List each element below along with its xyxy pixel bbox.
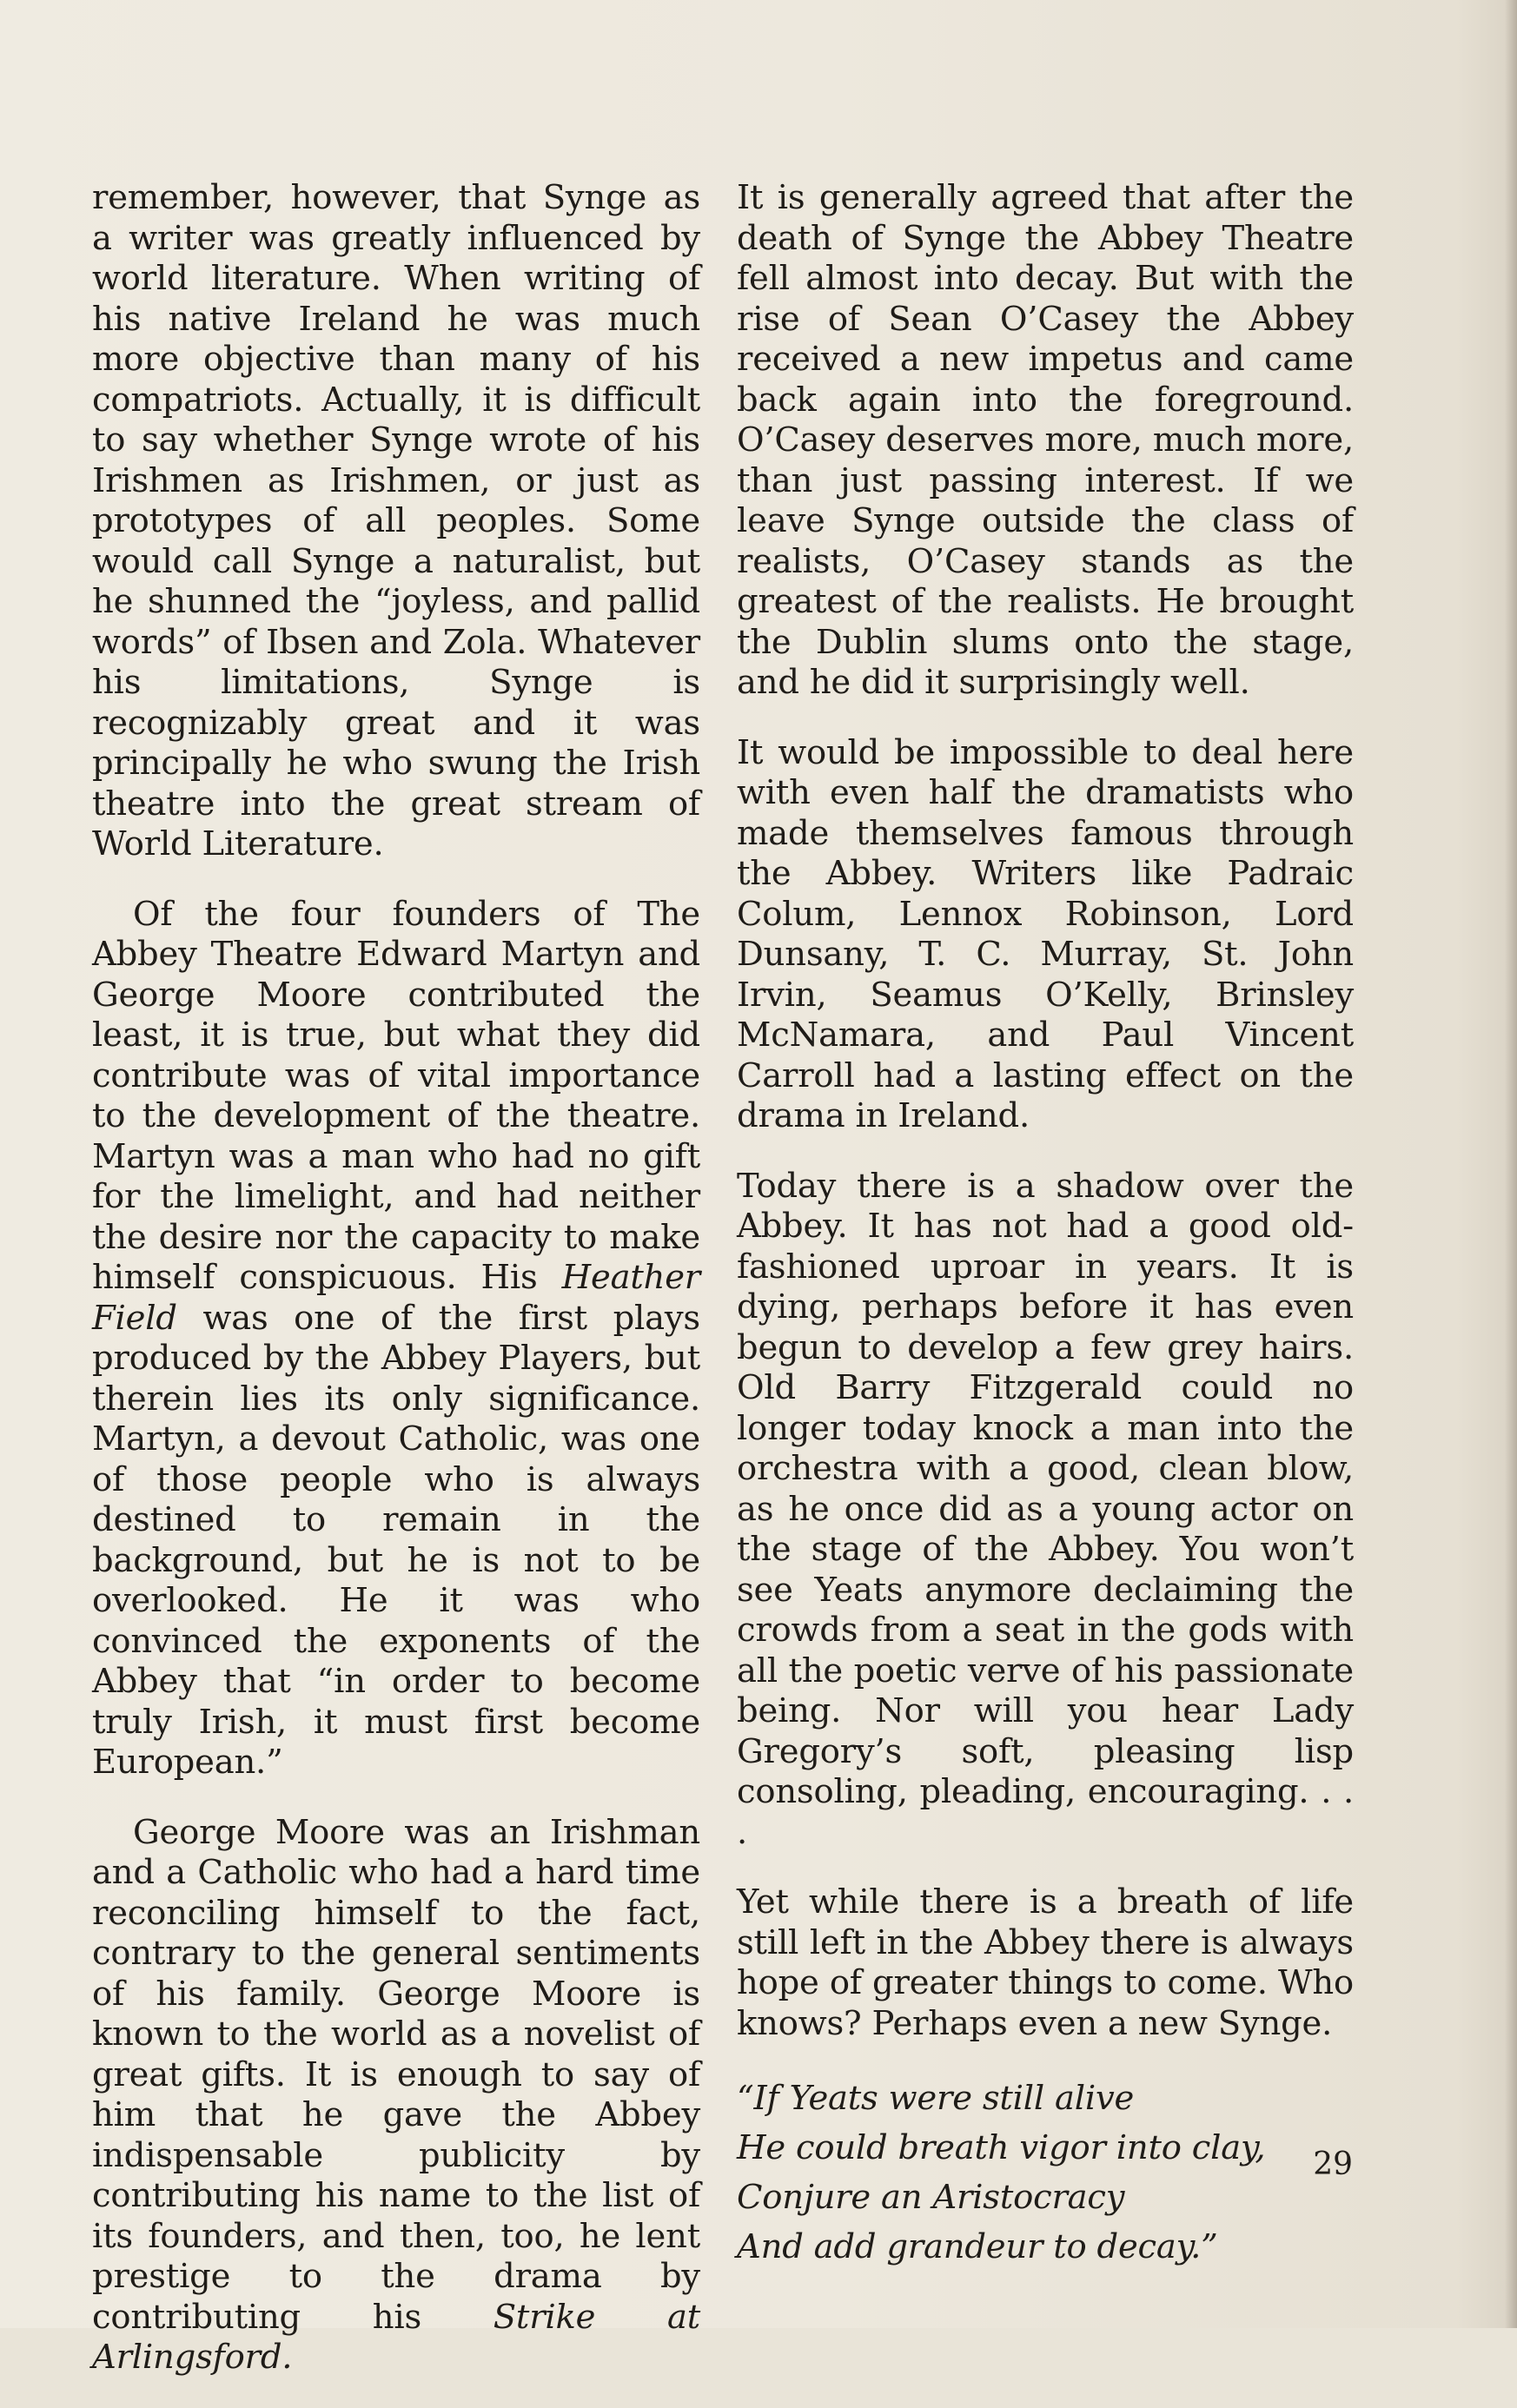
paragraph-four-founders	[92, 895, 700, 1783]
right-column	[737, 178, 1354, 2272]
paragraph-breath-of-life	[737, 1882, 1354, 2044]
paragraph-text: It would be impossible to deal here with even half the dramatists who made themselves famous through the Abbey. Writers like Padraic Colum, Lennox Robinson, Lord Dunsany, T. C. Murray, St. John Irvin, Seamus O’Kelly, Brinsley McNamara, and Paul Vincent Carroll had a lasting effect on the drama in Ireland.	[737, 732, 1354, 1135]
paragraph-dramatists	[737, 733, 1354, 1137]
page-edge-shadow	[1505, 0, 1517, 2328]
verse-line: Conjure an Aristocracy	[737, 2178, 1125, 2217]
left-column	[92, 178, 700, 2408]
paragraph-shadow-over-abbey	[737, 1167, 1354, 1854]
closing-verse	[737, 2074, 1354, 2272]
paragraph-text: remember, however, that Synge as a writer was greatly influenced by world literature. When writing of his native Ireland he was much more objective than many of his compatriots. Actually, it is difficult to say whether Synge wrote of his Irishmen as Irishmen, or just as prototypes of all peoples. Some would call Synge a naturalist, but he shunned the “joyless, and pallid words” of Ibsen and Zola. Whatever his limitations, Synge is recognizably great and it was principally he who swung the Irish theatre into the great stream of World Literature.	[92, 178, 700, 863]
play-title-strike-at-arlingsford: Strike at Arlingsford.	[92, 2297, 700, 2377]
paragraph-text: was one of the first plays produced by the Abbey Players, but therein lies its only significance. Martyn, a devout Catholic, was one of those people who is always destined to remain in the background, but he is not to be overlooked. He it was who convinced the exponents of the Abbey that “in order to become truly Irish, it must first become European.”	[92, 1298, 700, 1782]
paragraph-text: Of the four founders of The Abbey Theatre Edward Martyn and George Moore contributed the least, it is true, but what they did contribute was of vital importance to the development of the theatre. Martyn was a man who had no gift for the limelight, and had neither the desire nor the capacity to make himself conspicuous. His	[92, 894, 700, 1297]
play-title-heather-field: Heather Field	[92, 1258, 700, 1338]
paragraph-text: It is generally agreed that after the death of Synge the Abbey Theatre fell almost into decay. But with the rise of Sean O’Casey the Abbey received a new impetus and came back again into the foreground. O’Casey deserves more, much more, than just passing interest. If we leave Synge outside the class of realists, O’Casey stands as the greatest of the realists. He brought the Dublin slums onto the stage, and he did it surprisingly well.	[737, 178, 1354, 702]
paragraph-text: Today there is a shadow over the Abbey. It has not had a good old-fashioned uproar in years. It is dying, perhaps before it has even begun to develop a few grey hairs. Old Barry Fitzgerald could no longer today knock a man into the orchestra with a good, clean blow, as he once did as a young actor on the stage of the Abbey. You won’t see Yeats anymore declaiming the crowds from a seat in the gods with all the poetic verve of his passionate being. Nor will you hear Lady Gregory’s soft, pleasing lisp consoling, pleading, encouraging. . . .	[737, 1166, 1354, 1852]
verse-line: He could breath vigor into clay,	[737, 2128, 1266, 2167]
verse-line: And add grandeur to decay.”	[737, 2227, 1218, 2266]
paragraph-text: George Moore was an Irishman and a Catholic who had a hard time reconciling himself to the fact, contrary to the general sentiments of his family. George Moore is known to the world as a novelist of great gifts. It is enough to say of him that he gave the Abbey indispensable publicity by contributing his name to the list of its founders, and then, too, he lent prestige to the drama by contributing his	[92, 1812, 700, 2337]
paragraph-synge-influence	[92, 178, 700, 865]
verse-line: “If Yeats were still alive	[737, 2079, 1135, 2118]
paragraph-text: Yet while there is a breath of life still left in the Abbey there is always hope of greater things to come. Who knows? Perhaps even a new Synge.	[737, 1882, 1354, 2043]
page-number: 29	[1313, 2147, 1353, 2182]
paragraph-george-moore	[92, 1813, 700, 2378]
paragraph-ocasey	[737, 178, 1354, 704]
